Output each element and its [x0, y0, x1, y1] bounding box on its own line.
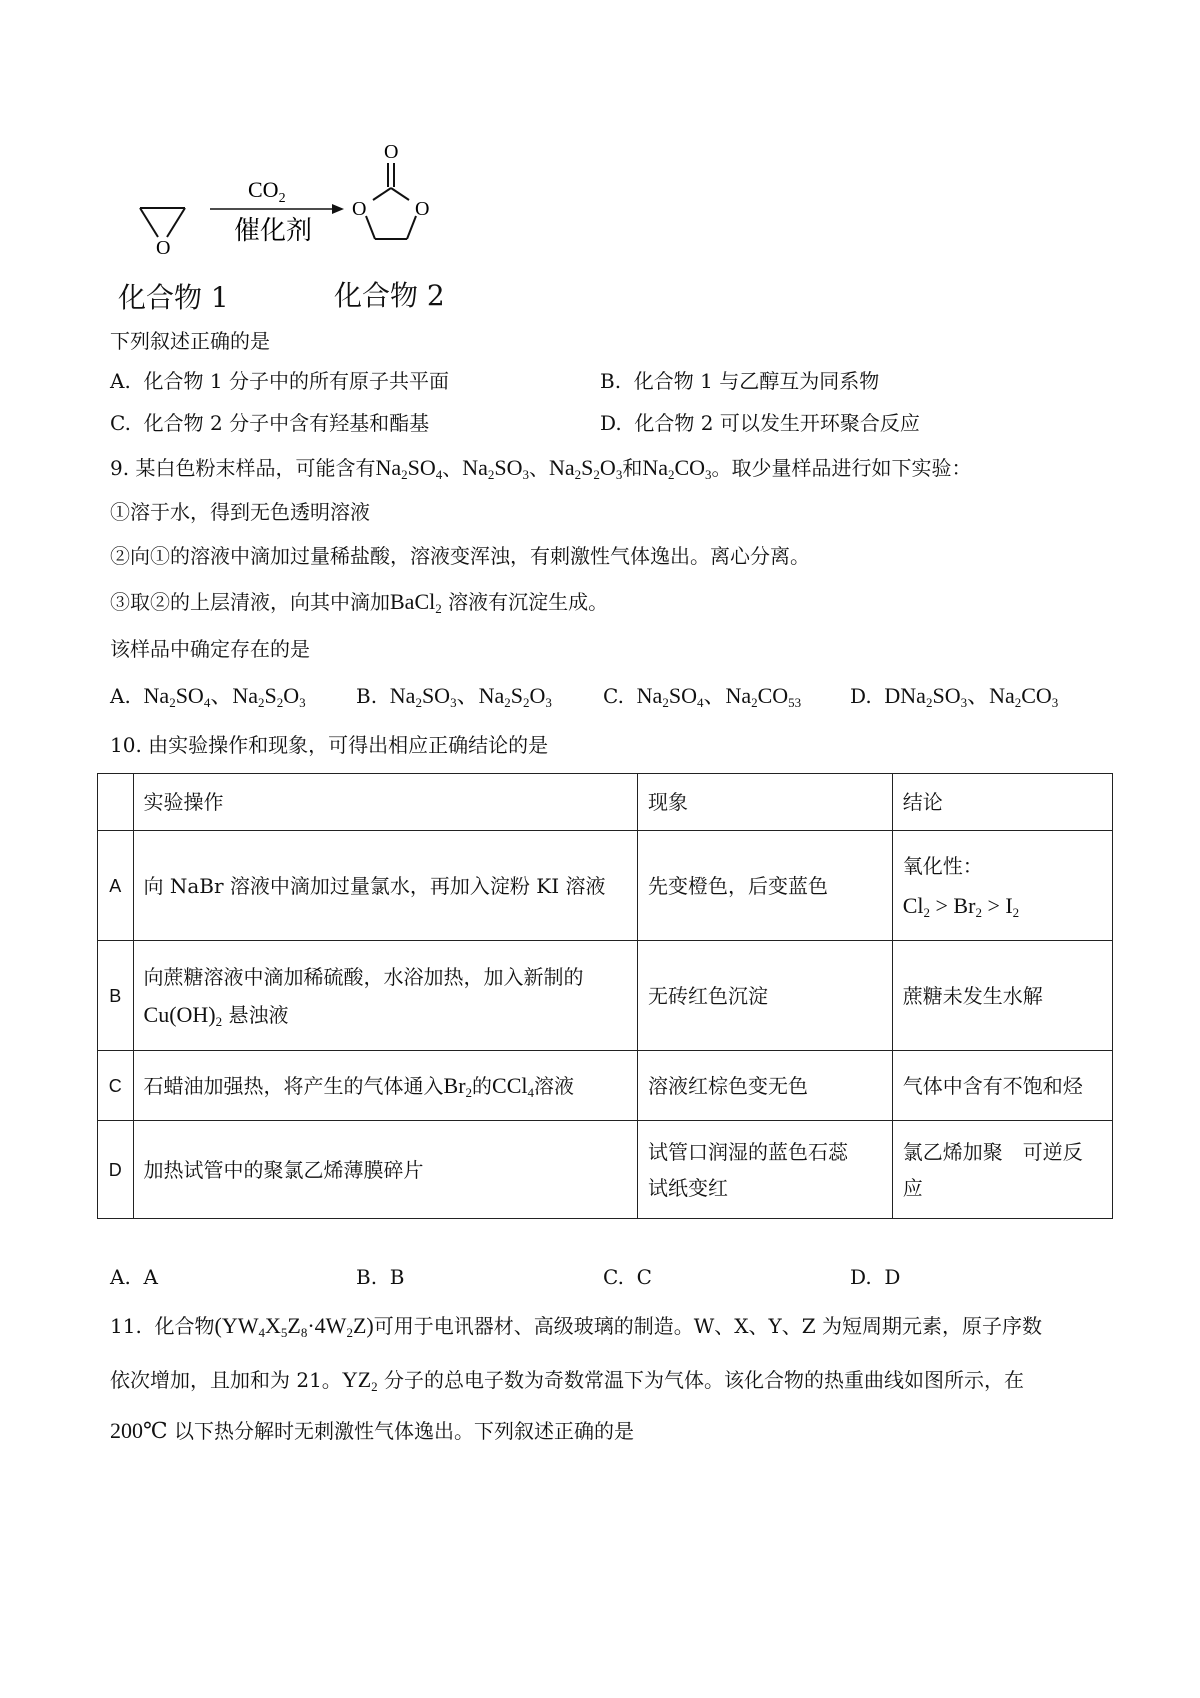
row-operation: 向 NaBr 溶液中滴加过量氯水，再加入淀粉 KI 溶液: [133, 831, 637, 941]
table-header-cell: 结论: [892, 774, 1112, 831]
table-header-row: [98, 774, 1113, 831]
row-phenomenon: 溶液红棕色变无色: [637, 1051, 892, 1121]
row-operation: 向蔗糖溶液中滴加稀硫酸，水浴加热，加入新制的 $Cu(OH)_2$ 悬浊液: [133, 941, 637, 1051]
q8-option-a[interactable]: A. 化合物 1 分子中的所有原子共平面: [110, 369, 449, 393]
q9-option-d[interactable]: D. $DNa_2SO_3$、$Na_2CO_3$: [850, 683, 1059, 710]
label-compound-2: 化合物 2: [334, 279, 445, 312]
row-conclusion: 气体中含有不饱和烃: [892, 1051, 1112, 1121]
q10-option-c[interactable]: C. C: [603, 1265, 652, 1289]
table-row: [98, 941, 1113, 1051]
row-operation: 石蜡油加强热，将产生的气体通入$Br_2$的CCl$_4$溶液: [133, 1051, 637, 1121]
temperature-value: 200℃: [110, 1418, 168, 1443]
label-compound-1: 化合物 1: [118, 281, 229, 314]
formula-bacl2: BaCl$_2$: [390, 589, 442, 616]
q10-option-b[interactable]: B. B: [356, 1265, 405, 1289]
epoxide-oxygen: O: [156, 237, 171, 259]
formula-na2co3: $Na_2CO_3$: [642, 455, 712, 482]
table-row: [98, 1051, 1113, 1121]
q8-option-b[interactable]: B. 化合物 1 与乙醇互为同系物: [600, 369, 880, 393]
row-conclusion: 氧化性： $Cl_2 > Br_2 > I_2$: [892, 831, 1112, 941]
row-key: C: [98, 1051, 134, 1121]
row-phenomenon: 试管口润湿的蓝色石蕊 试纸变红: [637, 1121, 892, 1219]
formula-oxidizing-order: $Cl_2 > Br_2 > I_2$: [902, 892, 1020, 920]
row-key: A: [98, 831, 134, 941]
formula-yz2: $YZ_2$: [341, 1367, 378, 1394]
reagent-co2: $CO_2$: [248, 177, 286, 206]
epoxide-structure: [140, 208, 185, 237]
q11-stem-line-1: 11. 化合物$(YW_4X_5Z_8\cdot 4W_2Z)$可用于电讯器材、高级玻璃的制造。W、X、Y、Z 为短周期元素，原子序数: [110, 1313, 1042, 1340]
q11-stem-line-2: 依次增加，且加和为 21。$YZ_2$ 分子的总电子数为奇数常温下为气体。该化合物的热重曲线如图所示，在: [110, 1367, 1024, 1394]
reagent-catalyst: 催化剂: [234, 216, 313, 246]
table-row: [98, 831, 1113, 941]
row-key: B: [98, 941, 134, 1051]
carbonate-structure: [366, 163, 416, 239]
q8-stem: 下列叙述正确的是: [110, 329, 270, 353]
q9-step-1: ①溶于水，得到无色透明溶液: [110, 500, 370, 524]
q11-stem-line-3: 200℃ 以下热分解时无刺激性气体逸出。下列叙述正确的是: [110, 1418, 634, 1443]
ring-oxygen-right: O: [415, 198, 430, 220]
q10-option-d[interactable]: D. D: [850, 1265, 901, 1289]
q9-option-b[interactable]: B. $Na_2SO_3$、$Na_2S_2O_3$: [356, 683, 552, 710]
row-phenomenon: 先变橙色，后变蓝色: [637, 831, 892, 941]
formula-compound: $(YW_4X_5Z_8\cdot 4W_2Z)$: [214, 1313, 374, 1340]
table-header-cell: 现象: [637, 774, 892, 831]
formula-cuoh2: $Cu(OH)_2$: [143, 1001, 223, 1029]
q10-option-a[interactable]: A. A: [110, 1265, 158, 1289]
table-row: [98, 1121, 1113, 1219]
row-key: D: [98, 1121, 134, 1219]
table-header-cell: 实验操作: [133, 774, 637, 831]
q9-option-a[interactable]: A. $Na_2SO_4$、$Na_2S_2O_3$: [110, 683, 306, 710]
row-operation: 加热试管中的聚氯乙烯薄膜碎片: [133, 1121, 637, 1219]
q8-option-d[interactable]: D. 化合物 2 可以发生开环聚合反应: [600, 411, 920, 435]
q8-option-c[interactable]: C. 化合物 2 分子中含有羟基和酯基: [110, 411, 430, 435]
formula-br2: $Br_2$: [443, 1072, 473, 1100]
carbonyl-oxygen: O: [384, 141, 399, 163]
table-header-cell: [98, 774, 134, 831]
q9-step-2: ②向①的溶液中滴加过量稀盐酸，溶液变浑浊，有刺激性气体逸出。离心分离。: [110, 544, 810, 568]
q10-stem: 10. 由实验操作和现象，可得出相应正确结论的是: [110, 733, 549, 757]
formula-ccl4: CCl$_4$: [492, 1072, 534, 1100]
q9-stem: 9. 某白色粉末样品，可能含有$Na_2SO_4$、$Na_2SO_3$、$Na_2S_2O_3$和$Na_2CO_3$。取少量样品进行如下实验：: [110, 455, 972, 482]
row-conclusion: 氯乙烯加聚 可逆反 应: [892, 1121, 1112, 1219]
formula-na2so4: $Na_2SO_4$: [375, 455, 443, 482]
row-phenomenon: 无砖红色沉淀: [637, 941, 892, 1051]
q9-step-3: ③取②的上层清液，向其中滴加BaCl$_2$ 溶液有沉淀生成。: [110, 589, 609, 616]
formula-na2s2o3: $Na_2S_2O_3$: [549, 455, 623, 482]
row-conclusion: 蔗糖未发生水解: [892, 941, 1112, 1051]
formula-na2so3: $Na_2SO_3$: [462, 455, 530, 482]
q9-question: 该样品中确定存在的是: [110, 637, 310, 661]
experiment-table: [97, 773, 1113, 1219]
ring-oxygen-left: O: [352, 198, 367, 220]
reaction-arrow: [210, 204, 344, 214]
q9-option-c[interactable]: C. $Na_2SO_4$、$Na_2CO_{53}$: [603, 683, 802, 710]
